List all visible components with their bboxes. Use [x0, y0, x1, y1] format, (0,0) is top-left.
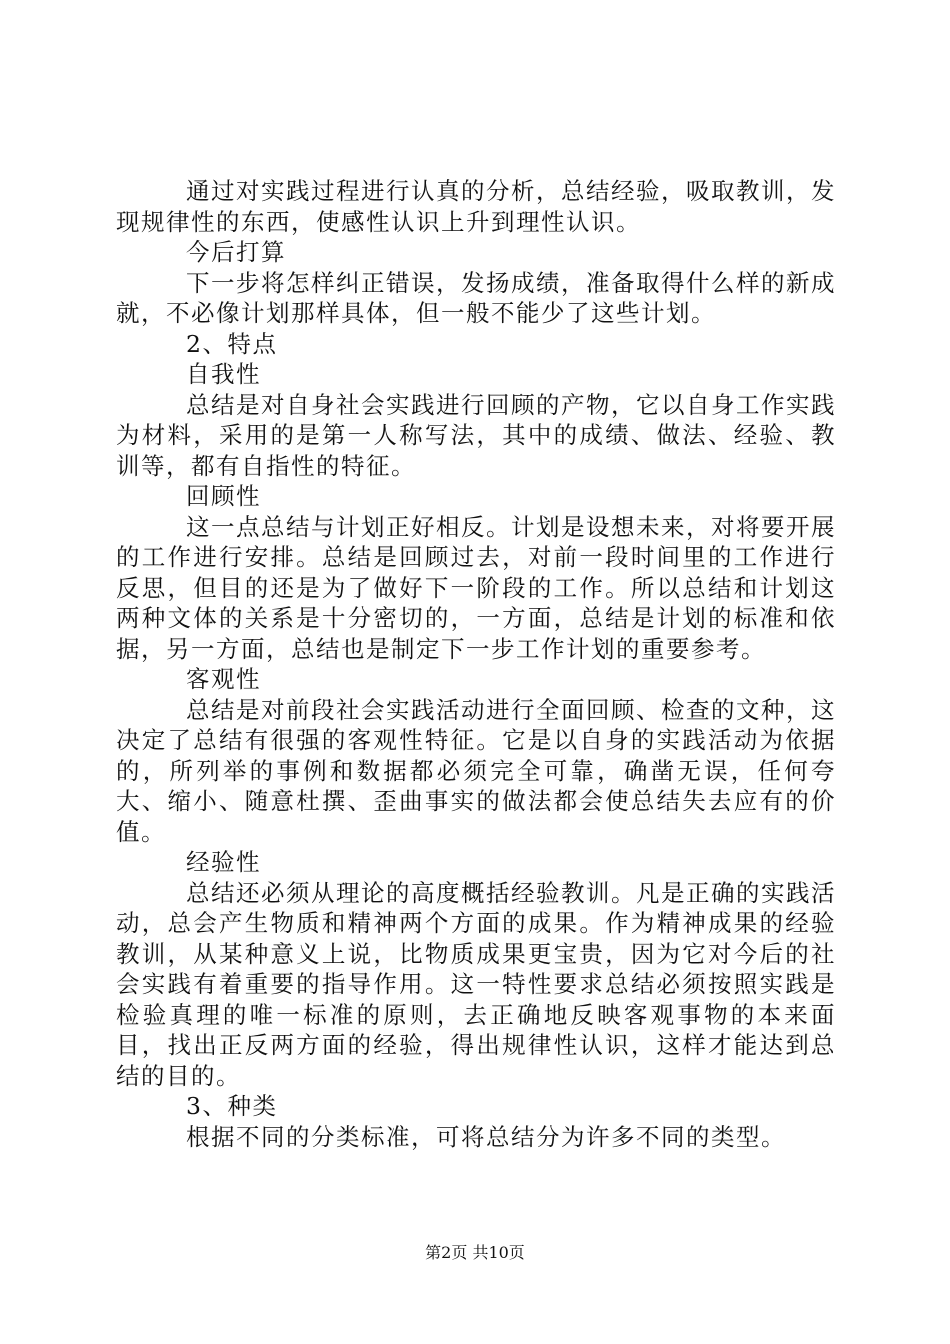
paragraph: 总结是对前段社会实践活动进行全面回顾、检查的文种，这决定了总结有很强的客观性特征。它是以自身的实践活动为依据的，所列举的事例和数据都必须完全可靠，确凿无误，任何夸大、缩小、随意杜撰、歪曲事实的做法都会使总结失去应有的价值。 — [116, 695, 836, 846]
paragraph: 总结还必须从理论的高度概括经验教训。凡是正确的实践活动，总会产生物质和精神两个方面的成果。作为精神成果的经验教训，从某种意义上说，比物质成果更宝贵，因为它对今后的社会实践有着重要的指导作用。这一特性要求总结必须按照实践是检验真理的唯一标准的原则，去正确地反映客观事物的本来面目，找出正反两方面的经验，得出规律性认识，这样才能达到总结的目的。 — [116, 878, 836, 1090]
section-heading: 客观性 — [186, 665, 261, 693]
section-heading: 回顾性 — [186, 482, 261, 510]
section-heading: 自我性 — [186, 360, 261, 388]
paragraph: 根据不同的分类标准，可将总结分为许多不同的类型。 — [186, 1122, 786, 1151]
page-footer — [0, 1243, 950, 1263]
section-heading: 2、特点 — [186, 329, 278, 358]
paragraph: 下一步将怎样纠正错误，发扬成绩，准备取得什么样的新成就，不必像计划那样具体，但一般不能少了这些计划。 — [116, 268, 836, 327]
document-body — [116, 176, 836, 1152]
section-heading: 3、种类 — [186, 1092, 278, 1120]
paragraph: 总结是对自身社会实践进行回顾的产物，它以自身工作实践为材料，采用的是第一人称写法，其中的成绩、做法、经验、教训等，都有自指性的特征。 — [116, 390, 836, 480]
section-heading: 经验性 — [186, 848, 261, 876]
paragraph: 通过对实践过程进行认真的分析，总结经验，吸取教训，发现规律性的东西，使感性认识上升到理性认识。 — [116, 177, 836, 236]
page-number: 第2页 共10页 — [425, 1243, 525, 1262]
section-heading: 今后打算 — [186, 238, 286, 266]
paragraph: 这一点总结与计划正好相反。计划是设想未来，对将要开展的工作进行安排。总结是回顾过去，对前一段时间里的工作进行反思，但目的还是为了做好下一阶段的工作。所以总结和计划这两种文体的关系是十分密切的，一方面，总结是计划的标准和依据，另一方面，总结也是制定下一步工作计划的重要参考。 — [116, 512, 836, 663]
